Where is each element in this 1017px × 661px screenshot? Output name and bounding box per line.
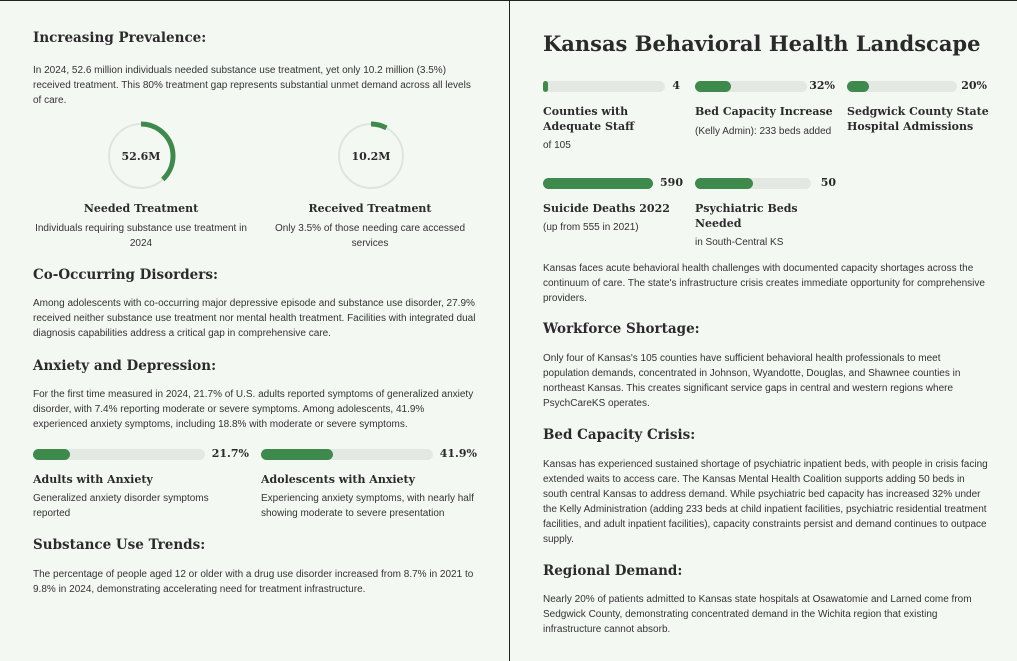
bar-fill	[695, 81, 731, 92]
received-treatment-desc: Only 3.5% of those needing care accessed services	[274, 223, 466, 249]
bar-fill	[847, 81, 869, 92]
intro-paragraph: Kansas faces acute behavioral health challenges with documented capacity shortages across the continuum of care. The state's infrastructure crisis creates immediate opportunity for comprehensive providers.	[543, 263, 985, 304]
beds-body: Kansas has experienced sustained shortage of psychiatric inpatient beds, with people in crisis facing extended waits to access care. The Kansas Mental Health Coalition supports adding 50 beds in south central Kansas to address demand. While psychiatric bed capacity has increased 32% under the Kelly Administration (adding 233 beds at child inpatient facilities, psychiatric residential treatment facilities, and adult inpatient facilities), capacity constraints persist and demand continues to outpace supply.	[543, 459, 988, 545]
left-page	[0, 1, 509, 661]
workforce-heading: Workforce Shortage:	[543, 321, 700, 337]
adolescents-anxiety-value: 41.9%	[439, 447, 477, 460]
sedgwick-admissions-title: Sedgwick County State Hospital Admissions	[847, 105, 989, 133]
psych-beds-value: 50	[820, 176, 836, 189]
donut-value: 10.2M	[351, 149, 391, 163]
adolescents-anxiety-desc: Experiencing anxiety symptoms, with nearly half showing moderate to severe presentation	[261, 493, 474, 519]
suicide-deaths-bar	[543, 178, 653, 189]
counties-staff-value: 4	[672, 79, 680, 92]
cooccurring-heading: Co-Occurring Disorders:	[33, 267, 218, 283]
right-page	[510, 1, 1017, 661]
adults-anxiety-title: Adults with Anxiety	[33, 473, 153, 486]
anxiety-heading: Anxiety and Depression:	[33, 358, 217, 374]
regional-body: Nearly 20% of patients admitted to Kansas state hospitals at Osawatomie and Larned come from Sedgwick County, demonstrating concentrated demand in the Wichita region that existing infrastructure cannot absorb.	[543, 594, 972, 635]
needed-treatment-donut	[106, 121, 176, 191]
bar-fill	[543, 178, 653, 189]
psych-beds-sub: in South-Central KS	[695, 237, 784, 248]
suicide-deaths-title: Suicide Deaths 2022	[543, 202, 670, 215]
bed-capacity-sub: (Kelly Admin): 233 beds added	[695, 126, 832, 137]
prevalence-body: In 2024, 52.6 million individuals needed substance use treatment, yet only 10.2 million (3.5%) received treatment. This 80% treatment gap represents substantial unmet demand across all levels of care.	[33, 65, 471, 106]
needed-treatment-desc: Individuals requiring substance use treatment in 2024	[35, 223, 247, 249]
substance-heading: Substance Use Trends:	[33, 537, 206, 553]
substance-body: The percentage of people aged 12 or older with a drug use disorder increased from 8.7% in 2021 to 9.8% in 2024, demonstrating accelerating need for treatment infrastructure.	[33, 569, 474, 595]
prevalence-heading: Increasing Prevalence:	[33, 30, 207, 46]
bar-fill	[695, 178, 753, 189]
adolescents-anxiety-bar	[261, 449, 433, 460]
workforce-body: Only four of Kansas's 105 counties have sufficient behavioral health professionals to meet population demands, concentrated in Johnson, Wyandotte, Douglas, and Shawnee counties in northeast Kansas. This creates significant service gaps in central and western regions where PsychCareKS operates.	[543, 353, 961, 409]
cooccurring-body: Among adolescents with co-occurring major depressive episode and substance use disorder, 27.9% received neither substance use treatment nor mental health treatment. Facilities with integrated dual diagnosis capabilities address a critical gap in comprehensive care.	[33, 298, 476, 339]
received-treatment-title: Received Treatment	[308, 202, 432, 215]
regional-heading: Regional Demand:	[543, 563, 683, 579]
counties-staff-title: Counties with Adequate Staff	[543, 105, 635, 133]
beds-heading: Bed Capacity Crisis:	[543, 427, 696, 443]
page-title: Kansas Behavioral Health Landscape	[543, 31, 981, 56]
adults-anxiety-bar	[33, 449, 205, 460]
anxiety-body: For the first time measured in 2024, 21.7% of U.S. adults reported symptoms of generalized anxiety disorder, with 7.4% reporting moderate or severe symptoms. Among adolescents, 41.9% experienced anxiety symptoms, including 18.8% with moderate or severe symptoms.	[33, 389, 474, 430]
sedgwick-admissions-value: 20%	[961, 79, 987, 92]
received-treatment-donut	[336, 121, 406, 191]
suicide-deaths-value: 590	[660, 176, 683, 189]
bed-capacity-title: Bed Capacity Increase	[695, 105, 833, 118]
bed-capacity-bar	[695, 81, 807, 92]
counties-staff-bar	[543, 81, 665, 92]
bar-fill	[33, 449, 70, 460]
adolescents-anxiety-title: Adolescents with Anxiety	[261, 473, 416, 486]
counties-staff-sub: of 105	[543, 140, 571, 151]
psych-beds-title: Psychiatric Beds Needed	[695, 202, 798, 230]
adults-anxiety-desc: Generalized anxiety disorder symptoms reported	[33, 493, 209, 519]
adults-anxiety-value: 21.7%	[211, 447, 249, 460]
needed-treatment-title: Needed Treatment	[83, 202, 199, 215]
donut-value: 52.6M	[121, 149, 161, 163]
bar-fill	[543, 81, 548, 92]
psych-beds-bar	[695, 178, 811, 189]
bar-fill	[261, 449, 333, 460]
suicide-deaths-sub: (up from 555 in 2021)	[543, 222, 639, 233]
sedgwick-admissions-bar	[847, 81, 957, 92]
bed-capacity-value: 32%	[809, 79, 835, 92]
